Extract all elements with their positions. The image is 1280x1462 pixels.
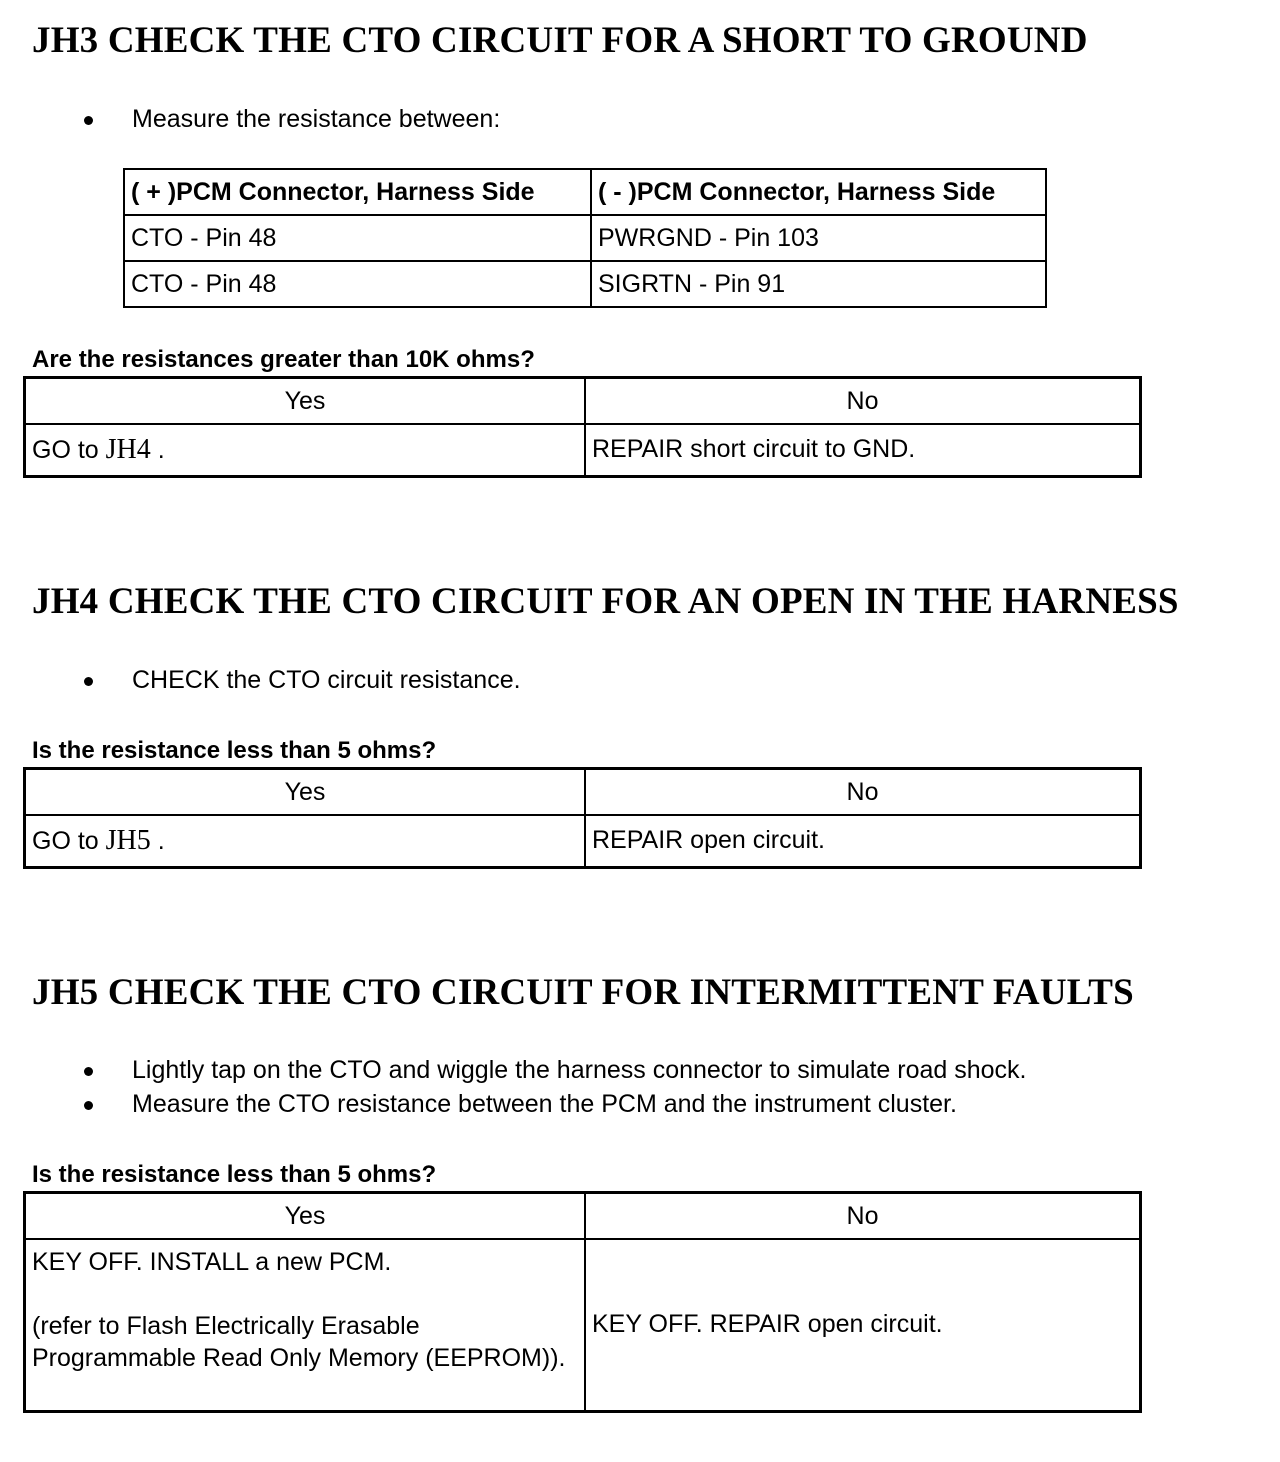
table-row [25,815,1141,867]
bullet-icon [84,677,93,686]
yes-column-header: Yes [25,769,586,816]
jh4-result-table [23,767,1142,869]
table-cell: PWRGND - Pin 103 [591,215,1046,261]
table-cell: CTO - Pin 48 [124,261,591,307]
yes-action-cell [25,1239,586,1411]
list-item: Lightly tap on the CTO and wiggle the harness connector to simulate road shock. [0,1053,1027,1087]
goto-jh5-link[interactable]: JH5 [105,824,151,856]
jh3-measurement-table [123,168,1047,308]
goto-jh4-link[interactable]: JH4 [105,433,151,465]
eeprom-reference-link[interactable]: (refer to Flash Electrically Erasable Programmable Read Only Memory (EEPROM)). [32,1312,566,1372]
jh5-heading: JH5 CHECK THE CTO CIRCUIT FOR INTERMITTENT FAULTS [32,972,1134,1013]
table-row [25,424,1141,476]
jh5-question: Is the resistance less than 5 ohms? [32,1161,437,1188]
jh5-bullet-list [0,1053,1027,1121]
list-item: Measure the resistance between: [0,102,500,136]
list-item: Measure the CTO resistance between the PCM and the instrument cluster. [0,1087,1027,1121]
bullet-icon [84,1067,93,1076]
jh4-question: Is the resistance less than 5 ohms? [32,737,437,764]
bullet-icon [84,1101,93,1110]
no-action-cell: REPAIR short circuit to GND. [585,424,1141,476]
table-header-row [25,378,1141,425]
jh3-heading: JH3 CHECK THE CTO CIRCUIT FOR A SHORT TO GROUND [32,20,1088,61]
table-header-row [25,769,1141,816]
jh4-bullet-list [0,663,521,697]
no-column-header: No [585,1193,1141,1240]
table-cell: CTO - Pin 48 [124,215,591,261]
yes-action-cell: GO to JH4 . [25,424,586,476]
table-cell: SIGRTN - Pin 91 [591,261,1046,307]
no-column-header: No [585,378,1141,425]
table-row [25,1239,1141,1411]
column-header-positive: ( + )PCM Connector, Harness Side [124,169,591,215]
bullet-icon [84,116,93,125]
no-action-cell: REPAIR open circuit. [585,815,1141,867]
jh3-question: Are the resistances greater than 10K ohms? [32,346,535,373]
no-action-cell: KEY OFF. REPAIR open circuit. [585,1239,1141,1411]
yes-action-cell: GO to JH5 . [25,815,586,867]
jh5-result-table [23,1191,1142,1413]
table-row [124,215,1046,261]
column-header-negative: ( - )PCM Connector, Harness Side [591,169,1046,215]
jh3-result-table [23,376,1142,478]
list-item: CHECK the CTO circuit resistance. [0,663,521,697]
jh4-heading: JH4 CHECK THE CTO CIRCUIT FOR AN OPEN IN THE HARNESS [32,581,1179,622]
yes-action-line: KEY OFF. INSTALL a new PCM. [32,1248,392,1276]
table-header-row [124,169,1046,215]
yes-column-header: Yes [25,1193,586,1240]
table-row [124,261,1046,307]
no-column-header: No [585,769,1141,816]
table-header-row [25,1193,1141,1240]
yes-column-header: Yes [25,378,586,425]
jh3-bullet-list [0,102,500,136]
